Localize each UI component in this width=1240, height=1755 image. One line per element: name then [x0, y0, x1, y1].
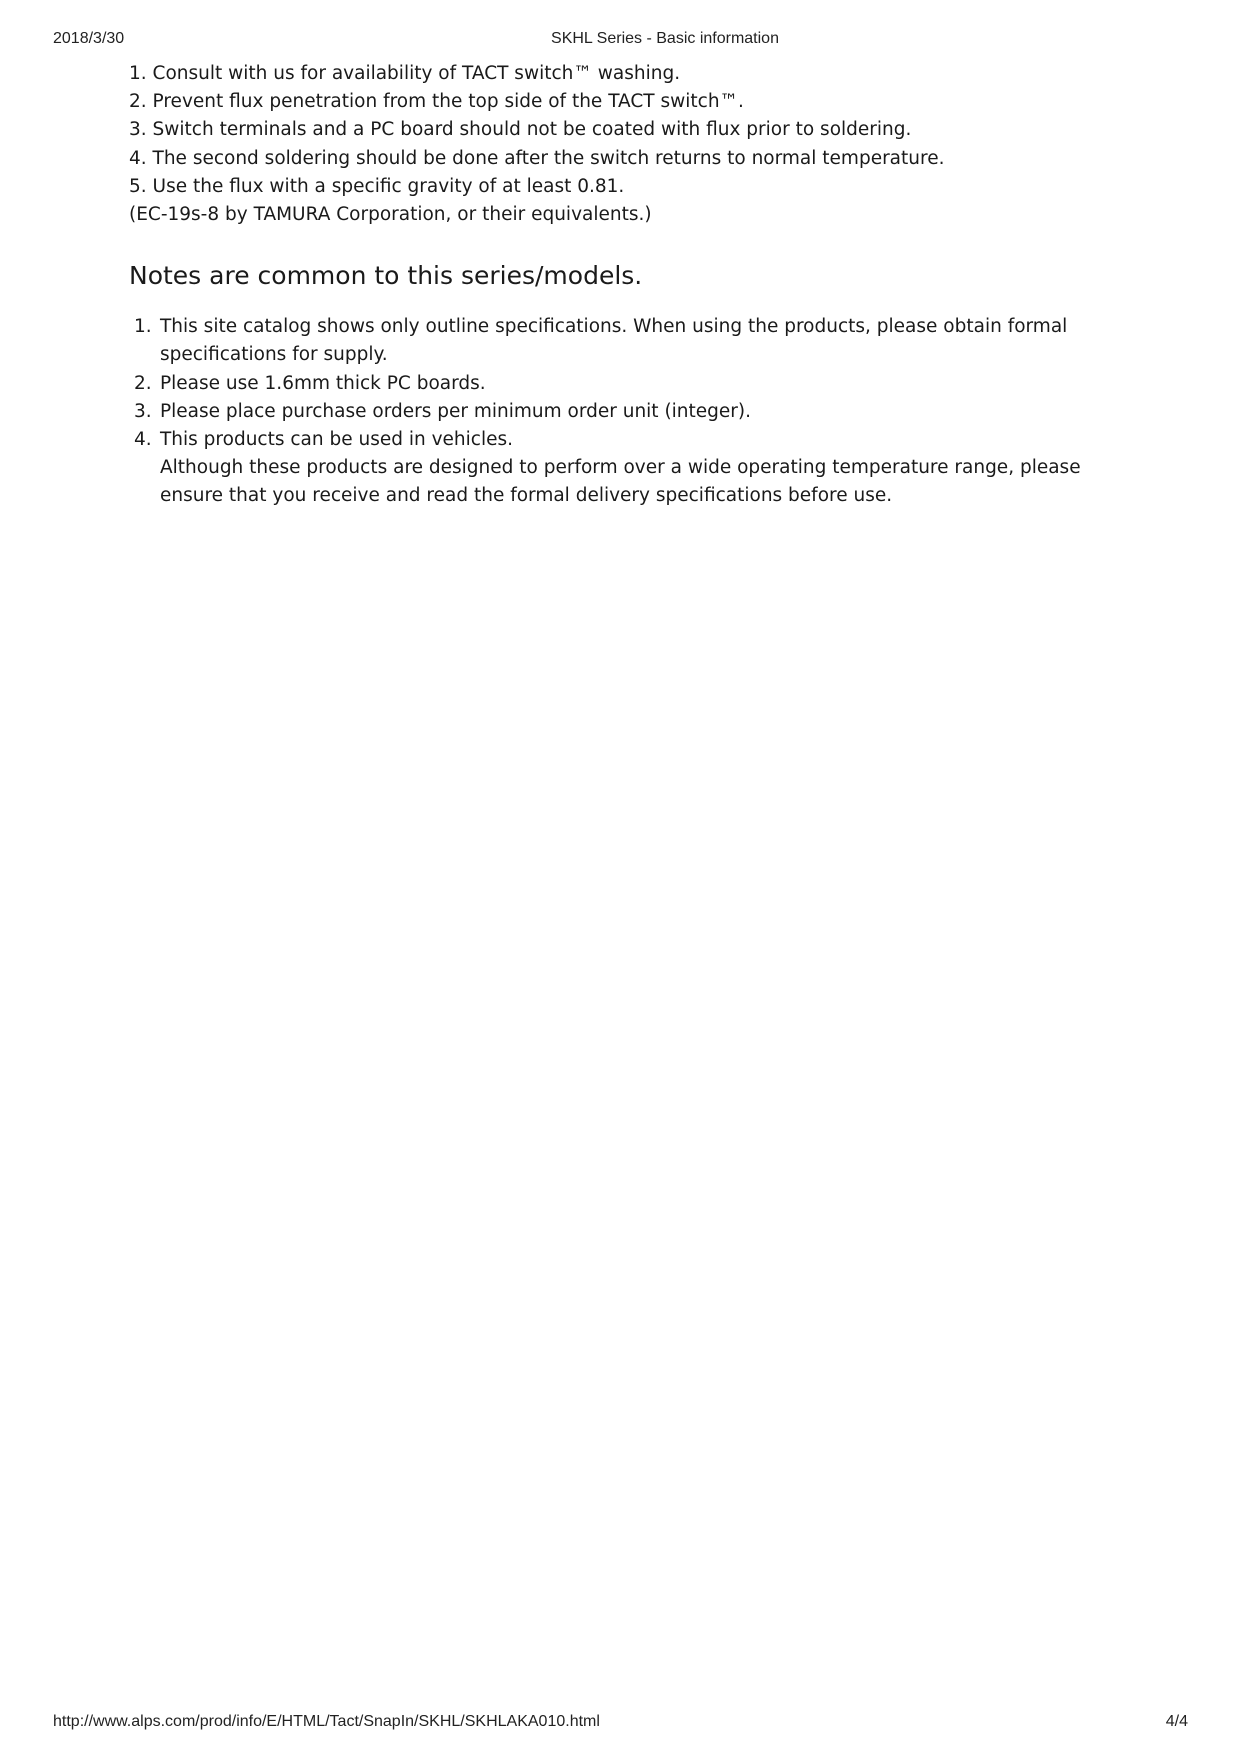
list-item-number: 3. — [134, 400, 152, 422]
soldering-note: 3. Switch terminals and a PC board should not be coated with flux prior to soldering. — [129, 119, 912, 141]
soldering-note: 5. Use the flux with a specific gravity of at least 0.81. — [129, 175, 625, 197]
list-item-text: Please place purchase orders per minimum order unit (integer). — [160, 400, 751, 422]
list-item-text: Please use 1.6mm thick PC boards. — [160, 372, 486, 394]
page-url-link[interactable]: http://www.alps.com/prod/info/E/HTML/Tact/SnapIn/SKHL/SKHLAKA010.html — [53, 1713, 600, 1730]
soldering-notes — [129, 60, 1089, 229]
page-number: 4/4 — [1165, 1713, 1188, 1730]
list-item — [129, 426, 1089, 511]
list-item — [129, 313, 1089, 369]
print-header — [0, 30, 1240, 50]
list-item-number: 4. — [134, 429, 152, 451]
print-footer — [0, 1713, 1240, 1733]
list-item-number: 1. — [134, 316, 152, 338]
list-item — [129, 370, 1089, 398]
common-notes-list — [129, 313, 1089, 510]
print-date: 2018/3/30 — [53, 30, 125, 47]
page-title: SKHL Series - Basic information — [551, 30, 779, 47]
section-heading: Notes are common to this series/models. — [129, 261, 643, 291]
list-item — [129, 398, 1089, 426]
soldering-note: 1. Consult with us for availability of TACT switch™ washing. — [129, 63, 681, 84]
list-item-subtext: Although these products are designed to perform over a wide operating temperature range, please ensure that you receive and read the formal delivery specifications before use. — [160, 457, 1081, 507]
soldering-note: 4. The second soldering should be done after the switch returns to normal temperature. — [129, 147, 945, 169]
document-content — [129, 60, 1089, 511]
list-item-text: This site catalog shows only outline specifications. When using the products, please obtain formal specifications for supply. — [160, 316, 1068, 366]
list-item-number: 2. — [134, 372, 152, 394]
list-item-text: This products can be used in vehicles. — [160, 429, 513, 451]
soldering-note: 2. Prevent flux penetration from the top side of the TACT switch™. — [129, 91, 744, 113]
soldering-note: (EC-19s-8 by TAMURA Corporation, or their equivalents.) — [129, 204, 652, 226]
